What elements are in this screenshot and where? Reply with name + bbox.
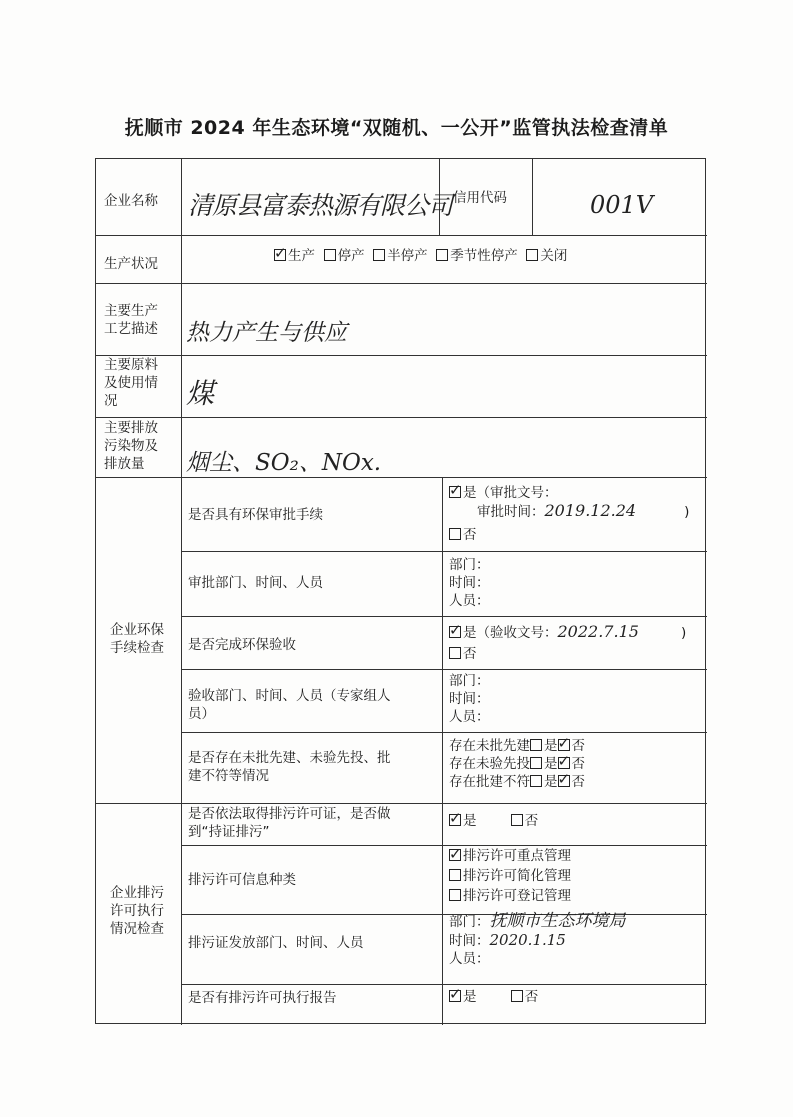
permit-report-answer: ✓ 是 否 (449, 985, 539, 1005)
permit-type-question: 排污许可信息种类 (188, 872, 296, 888)
acceptance-answer: ✓ 是（验收文号：2022.7.15 ) 否 (449, 621, 687, 662)
pollutants-label: 主要排放 污染物及 排放量 (104, 420, 158, 472)
approval-yes-checkbox[interactable]: ✓ (449, 481, 462, 499)
acceptance-yes-checkbox[interactable]: ✓ (449, 621, 462, 639)
approval-no-checkbox[interactable] (449, 528, 461, 540)
env-procedures-section-label: 企业环保 手续检查 (110, 622, 164, 656)
inspection-table (95, 158, 706, 1024)
permit-type-options: ✓ 排污许可重点管理 排污许可简化管理 排污许可登记管理 (449, 845, 571, 904)
permit-type-checkbox[interactable]: ✓ (449, 845, 462, 863)
page-title: 抚顺市 2024 年生态环境“双随机、一公开”监管执法检查清单 (124, 117, 669, 139)
approval-dept-question: 审批部门、时间、人员 (188, 575, 323, 591)
production-option-checkbox[interactable] (436, 249, 448, 261)
violation-yes-checkbox[interactable] (530, 775, 542, 787)
violations-answers: 存在未批先建 是 ✓ 否 存在未验先投 是 ✓ 否 存在批建不符 是 ✓ 否 (449, 734, 585, 790)
company-name-label: 企业名称 (104, 193, 158, 209)
production-option-checkbox[interactable] (526, 249, 538, 261)
process-label: 主要生产 工艺描述 (104, 303, 158, 337)
permit-report-question: 是否有排污许可执行报告 (188, 990, 337, 1006)
process-value: 热力产生与供应 (186, 320, 347, 346)
violation-no-checkbox[interactable]: ✓ (557, 752, 571, 770)
acceptance-no-checkbox[interactable] (449, 647, 461, 659)
permit-report-yes-checkbox[interactable]: ✓ (449, 985, 462, 1003)
permit-type-checkbox[interactable] (449, 889, 461, 901)
permit-obtained-no-checkbox[interactable] (511, 814, 523, 826)
permit-issuer-fields: 部门：抚顺市生态环境局 时间：2020.1.15 人员： (449, 911, 626, 967)
approval-dept-fields: 部门： 时间： 人员： (449, 557, 490, 609)
permit-section-label: 企业排污 许可执行 情况检查 (110, 885, 164, 937)
permit-issuer-dept-value: 抚顺市生态环境局 (489, 911, 626, 931)
acceptance-value: 2022.7.15 (557, 622, 639, 641)
permit-obtained-yes-checkbox[interactable]: ✓ (449, 809, 462, 827)
permit-obtained-question: 是否依法取得排污许可证，是否做 到“持证排污” (188, 806, 391, 840)
permit-type-checkbox[interactable] (449, 869, 461, 881)
acceptance-dept-question: 验收部门、时间、人员（专家组人 员） (188, 688, 391, 722)
acceptance-question: 是否完成环保验收 (188, 637, 296, 653)
violation-no-checkbox[interactable]: ✓ (557, 770, 571, 788)
approval-answer: ✓ 是（审批文号： 审批时间：2019.12.24 ) 否 (449, 481, 690, 543)
production-option-checkbox[interactable] (324, 249, 336, 261)
production-option-checkbox[interactable]: ✓ (274, 244, 287, 262)
acceptance-dept-fields: 部门： 时间： 人员： (449, 673, 490, 725)
violation-yes-checkbox[interactable] (530, 757, 542, 769)
company-name-value: 清原县富泰热源有限公司 (188, 191, 453, 220)
approval-time-value: 2019.12.24 (544, 501, 637, 520)
materials-label: 主要原料 及使用情 况 (104, 357, 158, 409)
credit-code-value: 001V (590, 191, 654, 219)
permit-issuer-time-value: 2020.1.15 (489, 931, 566, 949)
approval-question: 是否具有环保审批手续 (188, 507, 323, 523)
production-status-label: 生产状况 (104, 256, 158, 272)
violations-question: 是否存在未批先建、未验先投、批 建不符等情况 (188, 750, 391, 784)
permit-report-no-checkbox[interactable] (511, 990, 523, 1002)
violation-no-checkbox[interactable]: ✓ (557, 734, 571, 752)
pollutants-value: 烟尘、SO₂、NOx. (186, 450, 382, 476)
violation-yes-checkbox[interactable] (530, 739, 542, 751)
permit-obtained-answer: ✓ 是 否 (449, 809, 539, 829)
production-option-checkbox[interactable] (373, 249, 385, 261)
production-options: ✓ 生产 停产 半停产 季节性停产 关闭 (274, 244, 568, 264)
permit-issuer-question: 排污证发放部门、时间、人员 (188, 935, 364, 951)
credit-code-label: 信用代码 (453, 190, 507, 206)
materials-value: 煤 (186, 377, 215, 410)
